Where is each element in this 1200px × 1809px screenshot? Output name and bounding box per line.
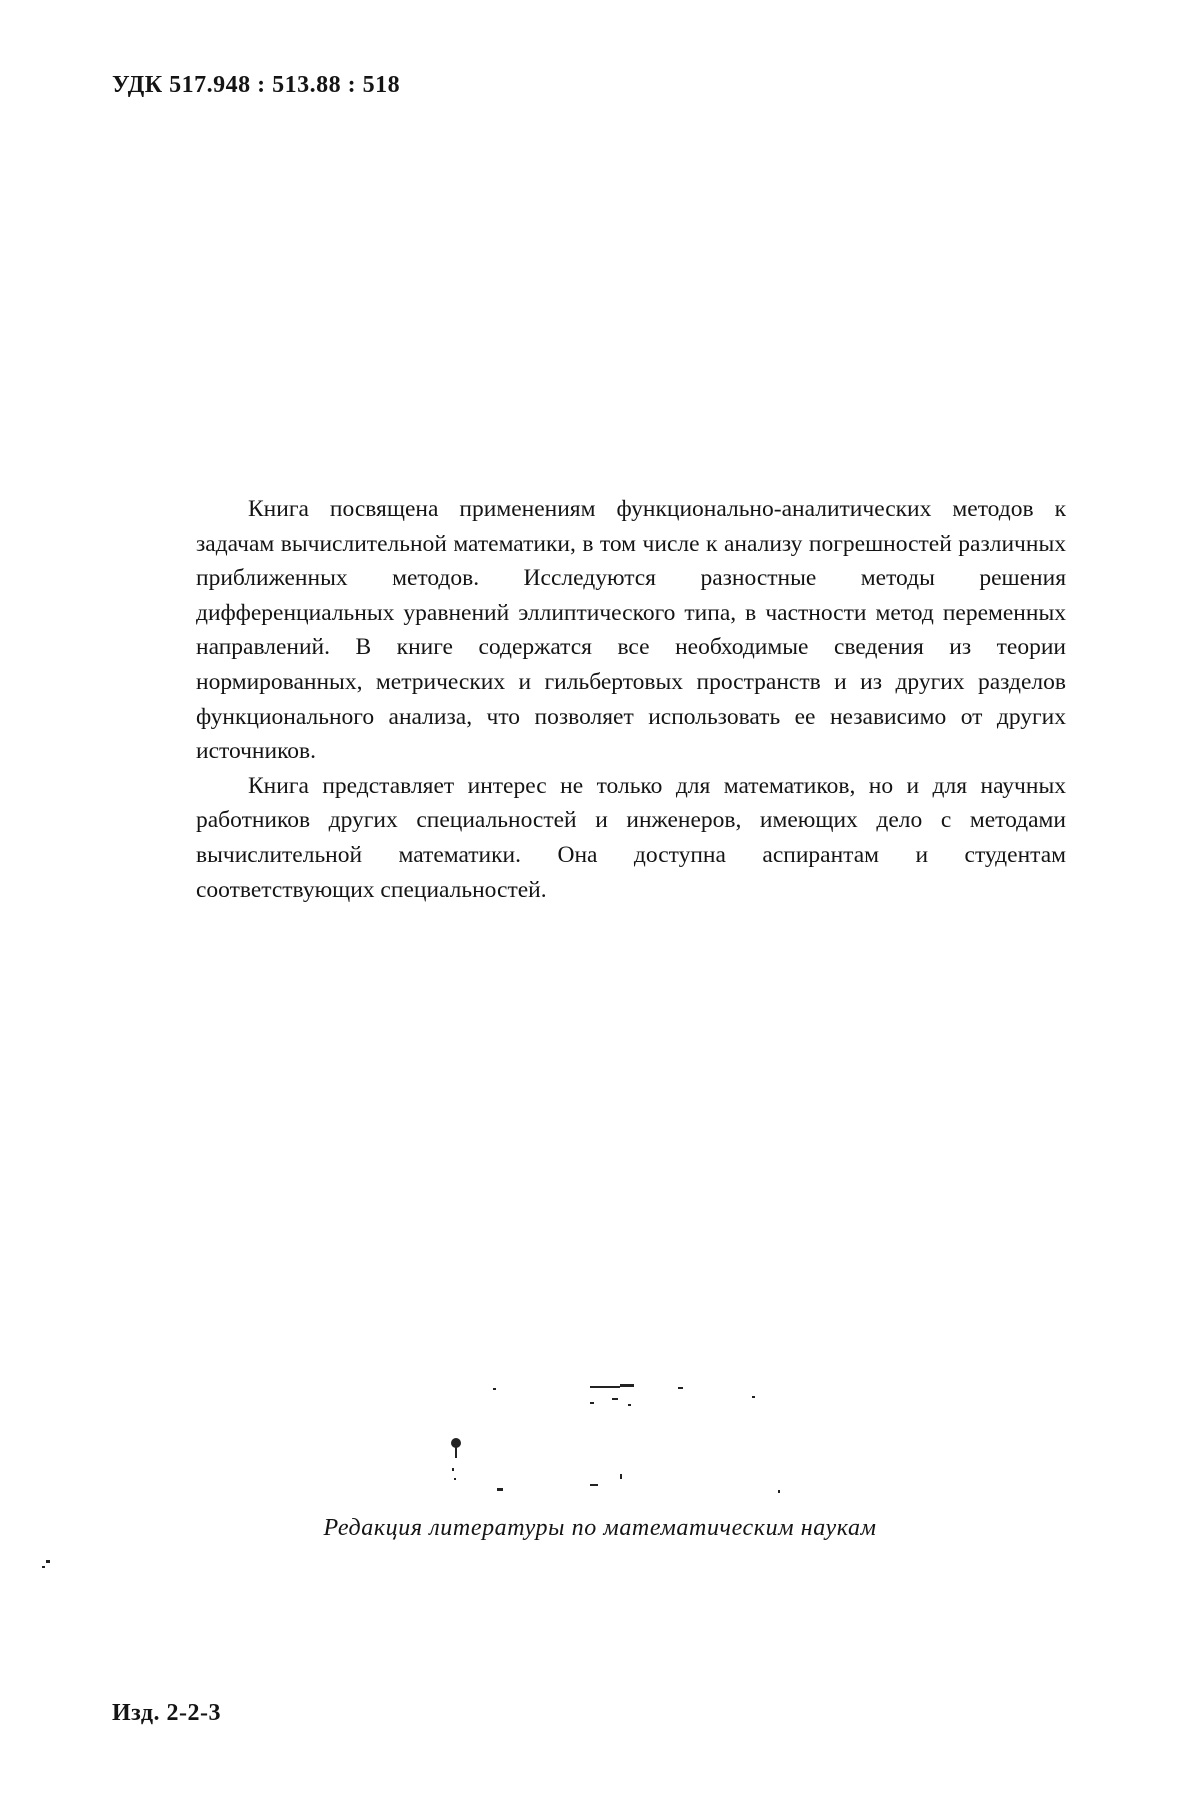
abstract (196, 492, 1066, 907)
udk-code: УДК 517.948 : 513.88 : 518 (112, 72, 401, 98)
editorial-line: Редакция литературы по математическим наукам (323, 1515, 877, 1541)
publication-number: Изд. 2-2-3 (112, 1700, 222, 1726)
abstract-paragraph: Книга представляет интерес не только для математиков, но и для научных работников других специальностей и инженеров, имеющих дело с методами вычислительной математики. Она доступна аспирантам и студентам соответствующих специальностей. (196, 772, 1066, 903)
abstract-paragraph: Книга посвящена применениям функционально-аналитических методов к задачам вычислительной математики, в том числе к анализу погрешностей различных приближенных методов. Исследуются разностные методы решения дифференциальных уравнений эллиптического типа, в частности метод переменных направлений. В книге содержатся все необходимые сведения из теории нормированных, метрических и гильбертовых пространств и из других разделов функционального анализа, что позволяет использовать ее независимо от других источников. (196, 496, 1066, 765)
